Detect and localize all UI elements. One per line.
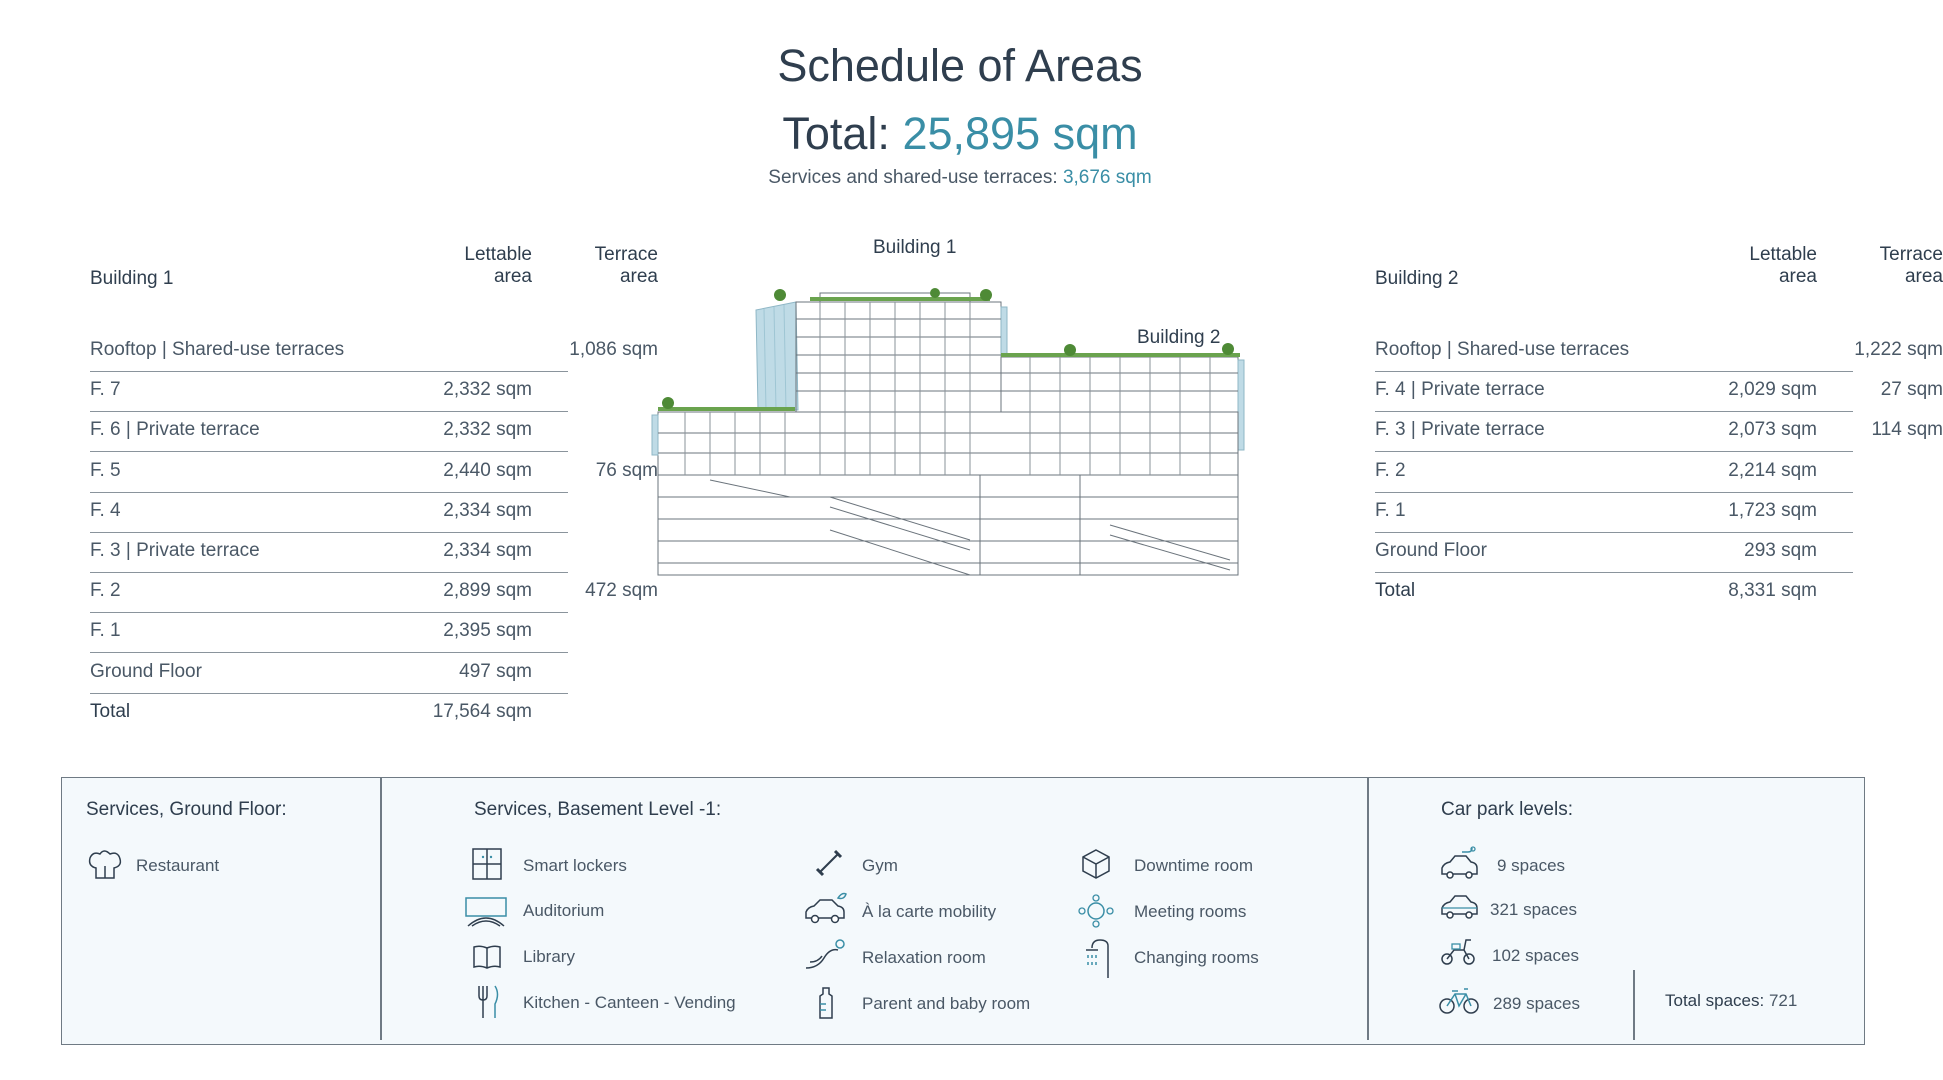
floor-name: F. 2 xyxy=(90,580,121,602)
lettable-area: 1,723 sqm xyxy=(1728,499,1817,521)
floor-name: F. 3 | Private terrace xyxy=(90,540,260,561)
electric-car-icon xyxy=(1440,846,1480,880)
baby-bottle-icon xyxy=(814,986,838,1020)
total-value: 25,895 sqm xyxy=(902,108,1138,159)
service-gym: Gym xyxy=(862,856,898,875)
relax-icon xyxy=(804,938,846,972)
car-park-electric: 9 spaces xyxy=(1497,856,1566,875)
cube-icon xyxy=(1080,848,1112,880)
services-terraces-summary xyxy=(0,167,1920,189)
floor-name: Ground Floor xyxy=(90,660,202,682)
terrace-header-line1: Terrace xyxy=(594,244,658,265)
scooter-icon xyxy=(1440,936,1476,966)
terrace-header-line2: area xyxy=(1904,266,1943,287)
terrace-area: 472 sqm xyxy=(585,580,658,602)
car-park-bicycles: 289 spaces xyxy=(1493,994,1580,1013)
table-row xyxy=(1375,532,1853,573)
lettable-area: 2,899 sqm xyxy=(443,580,532,602)
floor-name: Rooftop | Shared-use terraces xyxy=(1375,339,1630,360)
floor-name: F. 7 xyxy=(90,379,121,401)
services-label: Services and shared-use terraces: xyxy=(768,167,1058,188)
lettable-header-line2: area xyxy=(1778,266,1817,287)
lettable-area: 2,440 sqm xyxy=(443,459,532,481)
floor-name: Rooftop | Shared-use terraces xyxy=(90,339,345,360)
table-row xyxy=(90,411,568,452)
panel-divider xyxy=(1367,778,1369,1040)
building2-table xyxy=(1375,240,1943,620)
total-spaces-value: 721 xyxy=(1768,991,1798,1010)
table-row xyxy=(90,572,658,613)
service-downtime: Downtime room xyxy=(1134,856,1254,875)
lettable-area: 2,334 sqm xyxy=(443,540,532,561)
lettable-area: 293 sqm xyxy=(1744,540,1817,561)
car-park-cars: 321 spaces xyxy=(1490,900,1577,919)
services-value: 3,676 sqm xyxy=(1062,167,1152,188)
lockers-icon xyxy=(472,848,502,880)
shower-icon xyxy=(1080,938,1112,978)
bicycle-icon xyxy=(1438,986,1480,1016)
service-parent-baby: Parent and baby room xyxy=(862,994,1031,1013)
floor-name: Ground Floor xyxy=(1375,540,1487,561)
total-label: Total: xyxy=(782,108,890,159)
table-row xyxy=(90,532,568,573)
terrace-area: 1,222 sqm xyxy=(1854,339,1943,360)
service-relaxation: Relaxation room xyxy=(862,948,986,967)
service-changing: Changing rooms xyxy=(1134,948,1259,967)
lettable-area: 497 sqm xyxy=(459,660,532,682)
eco-car-icon xyxy=(802,892,848,926)
floor-name: F. 3 | Private terrace xyxy=(1375,419,1545,441)
table-row xyxy=(1375,371,1943,412)
services-panel xyxy=(61,777,1865,1045)
terrace-header-line2: area xyxy=(619,266,658,287)
car-park-title: Car park levels: xyxy=(1441,799,1573,820)
lettable-area: 17,564 sqm xyxy=(432,700,532,722)
lettable-area: 2,332 sqm xyxy=(443,379,532,401)
floor-name: F. 4 | Private terrace xyxy=(1375,379,1545,401)
lettable-area: 8,331 sqm xyxy=(1728,580,1817,602)
floor-name: F. 2 xyxy=(1375,459,1406,481)
service-meeting: Meeting rooms xyxy=(1134,902,1247,921)
floor-name: Total xyxy=(90,700,131,722)
table-row xyxy=(1375,572,1853,612)
lettable-area: 2,395 sqm xyxy=(443,620,532,642)
table-row xyxy=(90,492,568,533)
book-icon xyxy=(472,944,502,970)
fork-knife-icon xyxy=(475,984,501,1020)
table-row xyxy=(90,331,658,372)
terrace-header xyxy=(1745,244,1943,288)
terrace-area: 27 sqm xyxy=(1880,379,1943,401)
total-area xyxy=(0,108,1920,160)
service-smart-lockers: Smart lockers xyxy=(523,856,627,875)
table-row xyxy=(90,693,568,733)
table-row xyxy=(90,371,568,412)
service-restaurant: Restaurant xyxy=(136,856,220,875)
building1-header: Building 1 xyxy=(90,268,174,289)
floor-name: F. 1 xyxy=(90,620,121,642)
terrace-area: 114 sqm xyxy=(1871,419,1943,441)
building2-header: Building 2 xyxy=(1375,268,1459,289)
floor-name: F. 4 xyxy=(90,499,121,521)
total-spaces-label: Total spaces: xyxy=(1665,991,1765,1010)
floor-name: Total xyxy=(1375,580,1416,602)
table-row xyxy=(1375,452,1853,493)
panel-divider xyxy=(1633,970,1635,1040)
table-row xyxy=(90,452,658,493)
car-icon xyxy=(1440,892,1480,920)
chef-hat-icon xyxy=(86,848,124,882)
lettable-header-line1: Lettable xyxy=(1749,244,1817,265)
ground-services-title: Services, Ground Floor: xyxy=(86,799,287,820)
lettable-area: 2,334 sqm xyxy=(443,499,532,521)
meeting-icon xyxy=(1078,894,1114,928)
service-library: Library xyxy=(523,947,575,966)
lettable-header-line2: area xyxy=(493,266,532,287)
service-kitchen: Kitchen - Canteen - Vending xyxy=(523,993,736,1012)
lettable-area: 2,073 sqm xyxy=(1728,419,1817,441)
building1-table xyxy=(90,240,658,740)
table-row xyxy=(1375,331,1943,372)
lettable-header-line1: Lettable xyxy=(464,244,532,265)
panel-divider xyxy=(380,778,382,1040)
lettable-area: 2,029 sqm xyxy=(1728,379,1817,401)
lettable-area: 2,214 sqm xyxy=(1728,459,1817,481)
service-mobility: À la carte mobility xyxy=(862,902,997,921)
drawing-label-building1: Building 1 xyxy=(873,237,957,258)
table-row xyxy=(1375,492,1853,533)
car-park-total xyxy=(1665,991,1797,1011)
floor-name: F. 1 xyxy=(1375,499,1406,521)
basement-services-title: Services, Basement Level -1: xyxy=(474,799,722,820)
terrace-area: 1,086 sqm xyxy=(569,339,658,360)
table-row xyxy=(90,653,568,694)
page-title: Schedule of Areas xyxy=(777,40,1143,91)
floor-name: F. 6 | Private terrace xyxy=(90,419,260,441)
lettable-area: 2,332 sqm xyxy=(443,419,532,441)
auditorium-icon xyxy=(464,896,508,928)
terrace-area: 76 sqm xyxy=(595,459,658,481)
terrace-header xyxy=(460,244,658,288)
building-section-drawing xyxy=(650,285,1290,580)
dumbbell-icon xyxy=(814,848,844,878)
car-park-scooters: 102 spaces xyxy=(1492,946,1579,965)
drawing-label-building2: Building 2 xyxy=(1137,327,1221,348)
terrace-header-line1: Terrace xyxy=(1879,244,1943,265)
service-auditorium: Auditorium xyxy=(523,901,605,920)
table-row xyxy=(1375,411,1943,452)
floor-name: F. 5 xyxy=(90,459,121,481)
table-row xyxy=(90,612,568,653)
